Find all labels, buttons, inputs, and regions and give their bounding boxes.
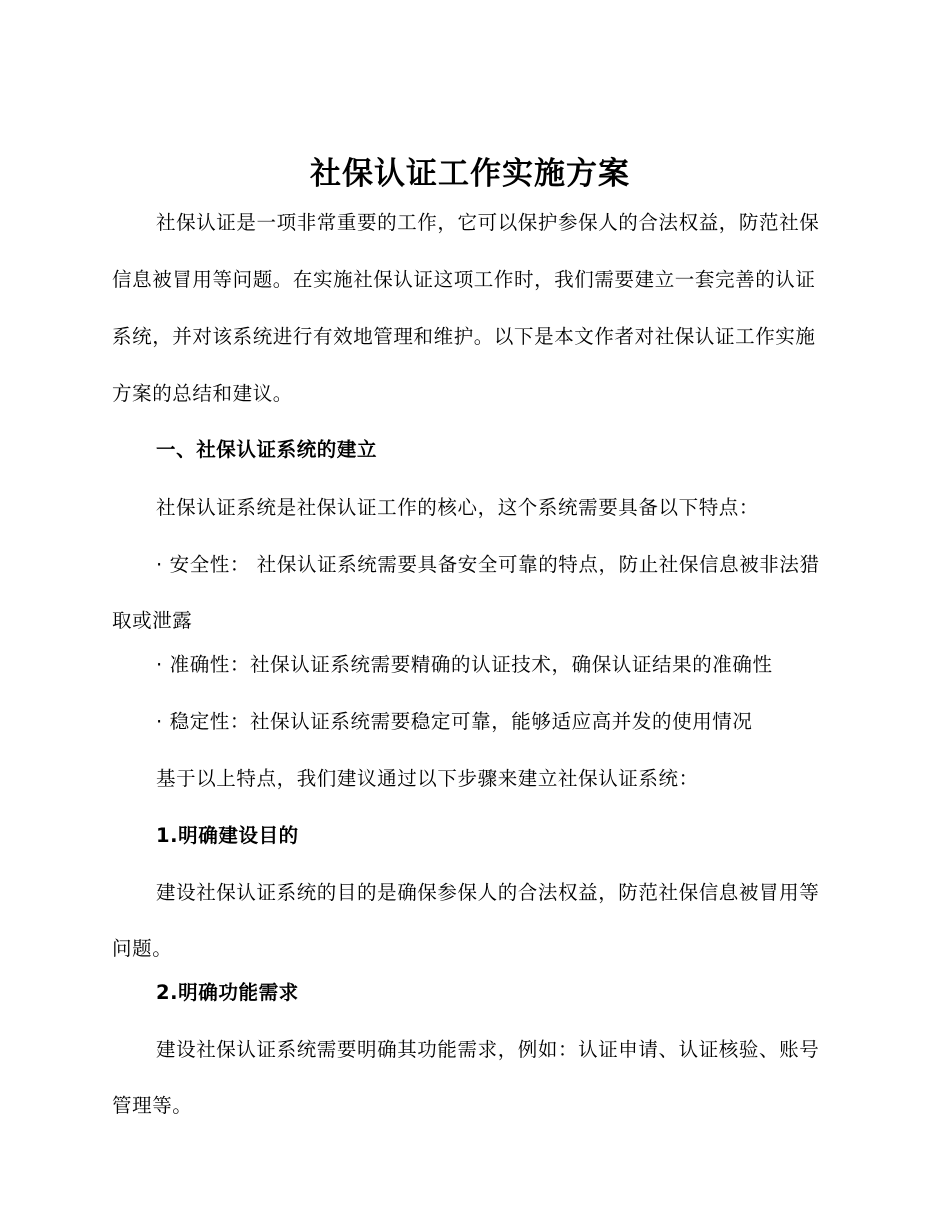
intro-paragraph: 社保认证是一项非常重要的工作，它可以保护参保人的合法权益，防范社保信息被冒用等问题。在实施社保认证这项工作时，我们需要建立一套完善的认证系统，并对该系统进行有效地管理和维护。以下是本文作者对社保认证工作实施方案的总结和建议。 (112, 211, 820, 405)
steps-intro: 基于以上特点，我们建议通过以下步骤来建立社保认证系统： (156, 767, 699, 790)
bullet-accuracy: · 准确性：社保认证系统需要精确的认证技术，确保认证结果的准确性 (156, 653, 773, 676)
bullet-stability: · 稳定性：社保认证系统需要稳定可靠，能够适应高并发的使用情况 (156, 710, 753, 733)
step2-heading: 2.明确功能需求 (156, 981, 299, 1004)
document-title: 社保认证工作实施方案 (310, 156, 630, 192)
step2-text: 建设社保认证系统需要明确其功能需求，例如：认证申请、认证核验、账号管理等。 (112, 1038, 820, 1117)
section1-heading: 一、社保认证系统的建立 (156, 438, 378, 461)
bullet-security: · 安全性： 社保认证系统需要具备安全可靠的特点，防止社保信息被非法猎取或泄露 (112, 553, 820, 632)
step1-text: 建设社保认证系统的目的是确保参保人的合法权益，防范社保信息被冒用等问题。 (112, 881, 820, 960)
section1-intro: 社保认证系统是社保认证工作的核心，这个系统需要具备以下特点： (156, 496, 760, 519)
step1-heading: 1.明确建设目的 (156, 824, 299, 847)
